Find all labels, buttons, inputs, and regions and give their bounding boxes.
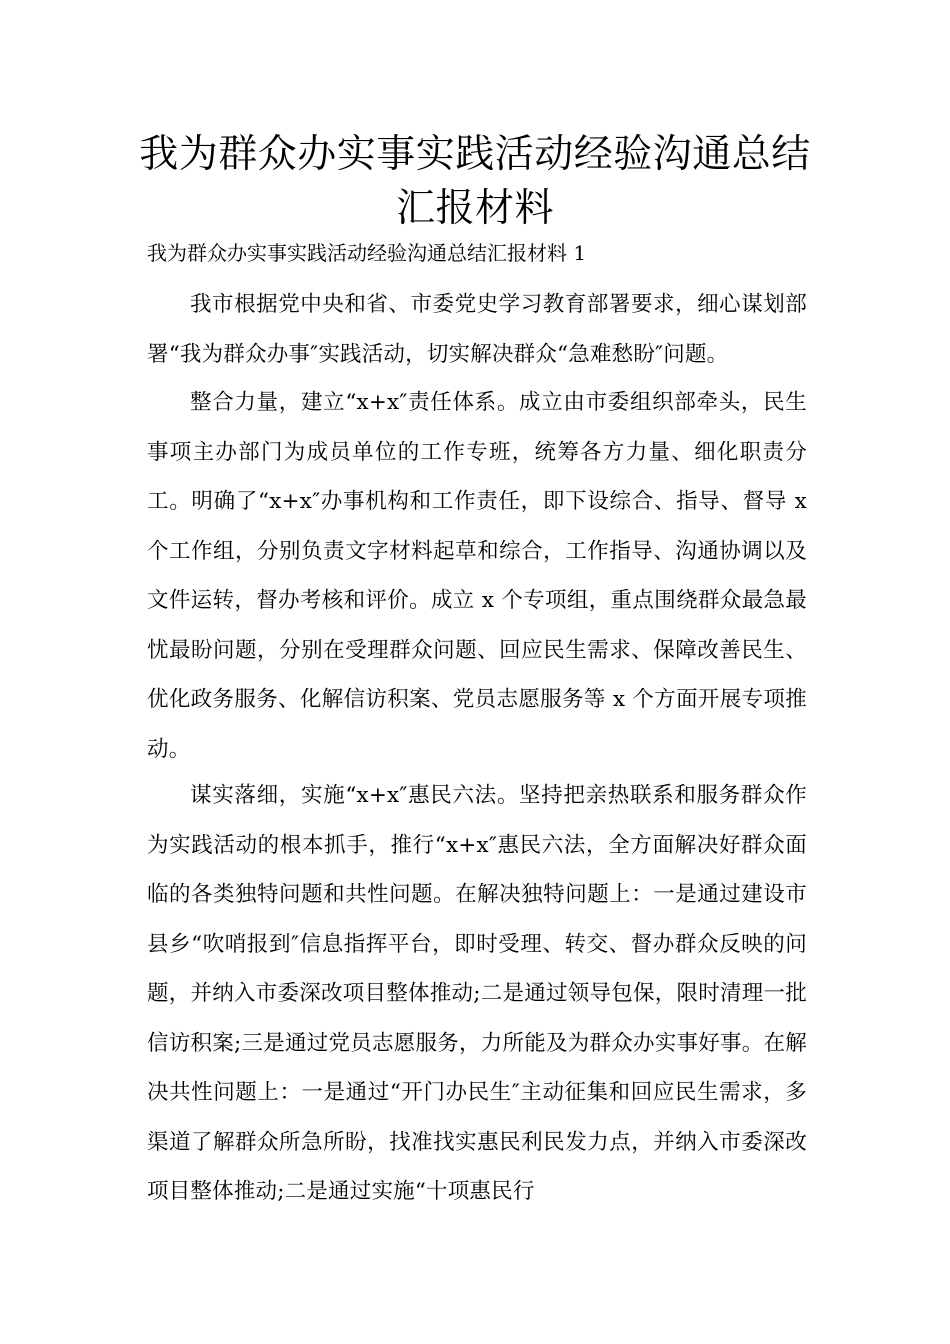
document-subtitle: 我为群众办实事实践活动经验沟通总结汇报材料 1 <box>147 241 587 265</box>
paragraph-intro: 我市根据党中央和省、市委党史学习教育部署要求，细心谋划部署“我为群众办事″实践活动，切实解决群众“急难愁盼″问题。 <box>147 292 807 367</box>
document-title: 我为群众办实事实践活动经验沟通总结汇报材料 <box>139 132 811 231</box>
paragraph-six-methods: 谋实落细，实施“x+x″惠民六法。坚持把亲热联系和服务群众作为实践活动的根本抓手，推行“x+x″惠民六法，全方面解决好群众面临的各类独特问题和共性问题。在解决独特问题上：一是通过建设市县乡“吹哨报到″信息指挥平台，即时受理、转交、督办群众反映的问题，并纳入市委深改项目整体推动;二是通过领导包保，限时清理一批信访积案;三是通过党员志愿服务，力所能及为群众办实事好事。在解决共性问题上：一是通过“开门办民生″主动征集和回应民生需求，多渠道了解群众所急所盼，找准找实惠民利民发力点，并纳入市委深改项目整体推动;二是通过实施“十项惠民行 <box>147 783 807 1204</box>
paragraph-responsibility-system: 整合力量，建立“x+x″责任体系。成立由市委组织部牵头，民生事项主办部门为成员单位的工作专班，统筹各方力量、细化职责分工。明确了“x+x″办事机构和工作责任，即下设综合、指导、督导 x 个工作组，分别负责文字材料起草和综合，工作指导、沟通协调以及文件运转，督办考核和评价。成立 x 个专项组，重点围绕群众最急最忧最盼问题，分别在受理群众问题、回应民生需求、保障改善民生、优化政务服务、化解信访积案、党员志愿服务等 x 个方面开展专项推动。 <box>147 390 807 762</box>
